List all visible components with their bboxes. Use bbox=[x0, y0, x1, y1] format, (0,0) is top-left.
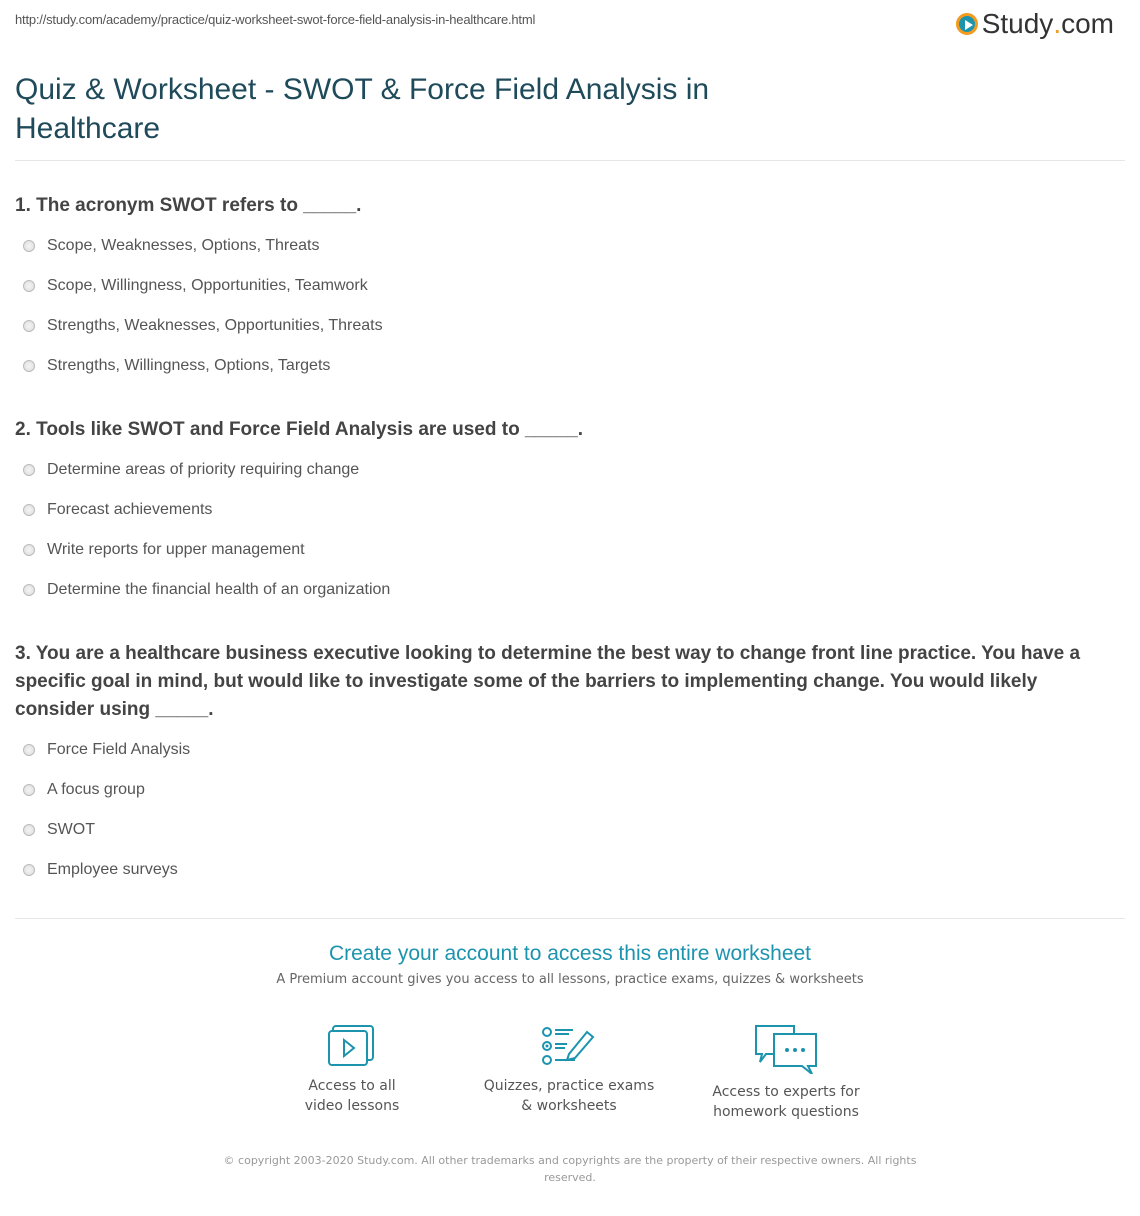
answer-option[interactable] bbox=[23, 461, 359, 479]
radio-button[interactable] bbox=[23, 320, 35, 332]
feature-quizzes bbox=[469, 1024, 669, 1116]
radio-button[interactable] bbox=[23, 864, 35, 876]
feature-label: Quizzes, practice exams bbox=[483, 1078, 655, 1094]
answer-option[interactable] bbox=[23, 781, 145, 799]
option-label: A focus group bbox=[47, 781, 145, 798]
question-2: 2. Tools like SWOT and Force Field Analysis are used to _____. bbox=[15, 419, 584, 440]
feature-label: video lessons bbox=[304, 1098, 400, 1114]
answer-option[interactable] bbox=[23, 501, 212, 519]
answer-option[interactable] bbox=[23, 821, 95, 839]
radio-button[interactable] bbox=[23, 784, 35, 796]
answer-option[interactable] bbox=[23, 581, 390, 599]
feature-label: Access to experts for bbox=[712, 1084, 860, 1100]
answer-option[interactable] bbox=[23, 237, 319, 255]
logo-tld: com bbox=[1061, 8, 1114, 39]
logo-text: Study bbox=[981, 8, 1054, 39]
radio-button[interactable] bbox=[23, 240, 35, 252]
question-1: 1. The acronym SWOT refers to _____. bbox=[15, 195, 362, 216]
option-label: Determine areas of priority requiring change bbox=[47, 461, 360, 478]
feature-label: homework questions bbox=[713, 1104, 859, 1120]
study-logo[interactable] bbox=[956, 8, 1114, 40]
divider bbox=[15, 160, 1125, 161]
answer-option[interactable] bbox=[23, 277, 368, 295]
answer-option[interactable] bbox=[23, 861, 178, 879]
create-account-link[interactable]: Create your account to access this entire worksheet bbox=[328, 942, 812, 965]
option-label: Write reports for upper management bbox=[47, 541, 305, 558]
play-logo-icon bbox=[956, 13, 978, 35]
premium-description: A Premium account gives you access to all lessons, practice exams, quizzes & worksheets bbox=[276, 972, 864, 987]
feature-label: Access to all bbox=[308, 1078, 396, 1094]
answer-option[interactable] bbox=[23, 357, 330, 375]
video-lessons-icon bbox=[327, 1024, 377, 1068]
radio-button[interactable] bbox=[23, 464, 35, 476]
feature-video-lessons bbox=[252, 1024, 452, 1116]
quiz-checklist-icon bbox=[541, 1024, 597, 1068]
page-title: Quiz & Worksheet - SWOT & Force Field Analysis in Healthcare bbox=[15, 73, 710, 145]
radio-button[interactable] bbox=[23, 584, 35, 596]
option-label: Scope, Willingness, Opportunities, Teamwork bbox=[47, 277, 368, 294]
option-label: SWOT bbox=[47, 821, 95, 838]
answer-option[interactable] bbox=[23, 317, 383, 335]
divider bbox=[15, 918, 1125, 919]
feature-experts bbox=[686, 1024, 886, 1122]
question-3: 3. You are a healthcare business executive looking to determine the best way to change front line practice. You have a specific goal in mind, but would like to investigate some of the barriers to implementing change. You would likely consider using _____. bbox=[15, 643, 1081, 720]
radio-button[interactable] bbox=[23, 824, 35, 836]
chat-bubbles-icon bbox=[754, 1024, 818, 1074]
radio-button[interactable] bbox=[23, 544, 35, 556]
option-label: Scope, Weaknesses, Options, Threats bbox=[47, 237, 320, 254]
option-label: Forecast achievements bbox=[47, 501, 213, 518]
radio-button[interactable] bbox=[23, 280, 35, 292]
option-label: Strengths, Willingness, Options, Targets bbox=[47, 357, 331, 374]
radio-button[interactable] bbox=[23, 744, 35, 756]
answer-option[interactable] bbox=[23, 741, 190, 759]
radio-button[interactable] bbox=[23, 504, 35, 516]
option-label: Determine the financial health of an organization bbox=[47, 581, 391, 598]
answer-option[interactable] bbox=[23, 541, 305, 559]
radio-button[interactable] bbox=[23, 360, 35, 372]
option-label: Employee surveys bbox=[47, 861, 178, 878]
option-label: Force Field Analysis bbox=[47, 741, 191, 758]
logo-dot: . bbox=[1053, 8, 1062, 39]
page-url: http://study.com/academy/practice/quiz-worksheet-swot-force-field-analysis-in-healthcare.html bbox=[15, 12, 536, 27]
option-label: Strengths, Weaknesses, Opportunities, Threats bbox=[47, 317, 383, 334]
copyright: © copyright 2003-2020 Study.com. All other trademarks and copyrights are the property of their respective owners. All rights reserved. bbox=[223, 1154, 917, 1184]
feature-label: & worksheets bbox=[521, 1098, 617, 1114]
